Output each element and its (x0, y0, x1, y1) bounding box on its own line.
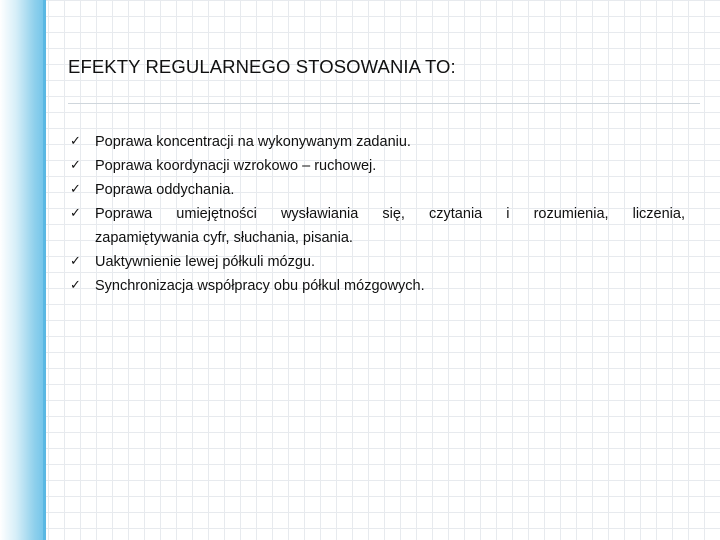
list-item-text: Synchronizacja współpracy obu półkul mózgowych. (95, 278, 425, 294)
list-item-text: Poprawa koncentracji na wykonywanym zadaniu. (95, 134, 411, 150)
checkmark-icon: ✓ (70, 158, 81, 173)
checkmark-icon: ✓ (70, 134, 81, 149)
list-item-text: Uaktywnienie lewej półkuli mózgu. (95, 254, 316, 270)
list-item (46, 178, 685, 202)
checkmark-icon: ✓ (70, 278, 81, 293)
list-item-text-line: zapamiętywania cyfr, słuchania, pisania. (95, 230, 353, 246)
slide-title: EFEKTY REGULARNEGO STOSOWANIA TO: (68, 56, 456, 77)
list-item (46, 274, 685, 298)
list-item-text (95, 202, 685, 250)
list-item (46, 202, 685, 250)
list-item (46, 130, 685, 154)
list-item-text: Poprawa oddychania. (95, 182, 235, 198)
slide-content (46, 0, 720, 540)
list-item-text: Poprawa koordynacji wzrokowo – ruchowej. (95, 158, 377, 174)
side-accent-bar (0, 0, 46, 540)
title-divider (68, 103, 700, 104)
checkmark-icon: ✓ (70, 182, 81, 197)
list-item-text-line: Poprawa umiejętności wysławiania się, czytania i rozumienia, liczenia, (95, 206, 685, 222)
checkmark-icon: ✓ (70, 254, 81, 269)
list-item (46, 250, 685, 274)
checkmark-icon: ✓ (70, 206, 81, 221)
list-item (46, 154, 685, 178)
effects-list (46, 130, 720, 298)
